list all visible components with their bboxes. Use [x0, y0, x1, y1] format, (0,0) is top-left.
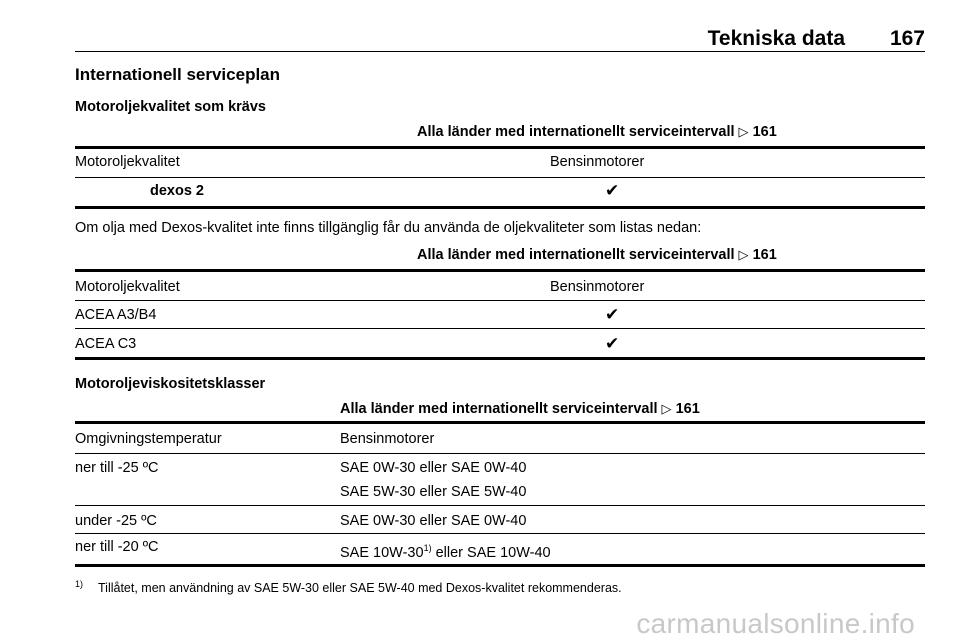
table-cell: ner till -20 ºC [75, 539, 159, 555]
page-title: Tekniska data [707, 27, 845, 50]
table-rule [75, 328, 925, 329]
table-caption: Alla länder med internationellt serviceintervall ▷ 161 [417, 124, 777, 140]
column-header: Bensinmotorer [550, 154, 645, 170]
table-rule [75, 300, 925, 301]
check-icon: ✔ [605, 334, 620, 353]
table-rule [75, 533, 925, 534]
info-paragraph: Om olja med Dexos-kvalitet inte finns tillgänglig får du använda de oljekvaliteter som listas nedan: [75, 220, 702, 236]
table-rule [75, 146, 925, 149]
table-rule [75, 269, 925, 272]
header-rule [75, 51, 925, 52]
watermark: carmanualsonline.info [636, 608, 915, 639]
table-cell: ACEA C3 [75, 336, 137, 352]
check-icon: ✔ [605, 305, 620, 324]
table-cell: ACEA A3/B4 [75, 307, 157, 323]
table-cell: SAE 5W-30 eller SAE 5W-40 [340, 484, 527, 500]
table-rule [75, 206, 925, 209]
table-rule [75, 177, 925, 178]
footnote-text: Tillåtet, men användning av SAE 5W-30 eller SAE 5W-40 med Dexos-kvalitet rekommenderas. [98, 581, 622, 595]
column-header: Motoroljekvalitet [75, 279, 180, 295]
check-icon: ✔ [605, 181, 620, 200]
table-rule [75, 564, 925, 567]
reference-arrow-icon: ▷ [738, 124, 749, 139]
table-caption: Alla länder med internationellt serviceintervall ▷ 161 [340, 401, 700, 417]
table-rule [75, 453, 925, 454]
table-rule [75, 505, 925, 506]
page-reference-link[interactable]: 161 [675, 401, 700, 417]
table-rule [75, 357, 925, 360]
column-header: Bensinmotorer [550, 279, 645, 295]
viscosity-heading: Motoroljeviskositetsklasser [75, 376, 266, 392]
table-cell: dexos 2 [150, 183, 204, 199]
footnote-marker: 1) [423, 543, 432, 553]
reference-arrow-icon: ▷ [661, 401, 672, 416]
page-reference-link[interactable]: 161 [752, 124, 777, 140]
column-header: Motoroljekvalitet [75, 154, 180, 170]
table-cell: SAE 0W-30 eller SAE 0W-40 [340, 460, 527, 476]
footnote-mark: 1) [75, 579, 84, 589]
table-caption: Alla länder med internationellt serviceintervall ▷ 161 [417, 247, 777, 263]
page-reference-link[interactable]: 161 [752, 247, 777, 263]
reference-arrow-icon: ▷ [738, 247, 749, 262]
page-header [75, 27, 925, 53]
quality-heading: Motoroljekvalitet som krävs [75, 99, 266, 115]
page-number: 167 [889, 27, 925, 50]
table-cell: under -25 ºC [75, 513, 157, 529]
section-title: Internationell serviceplan [75, 65, 281, 84]
column-header: Bensinmotorer [340, 431, 435, 447]
table-cell: SAE 0W-30 eller SAE 0W-40 [340, 513, 527, 529]
column-header: Omgivningstemperatur [75, 431, 222, 447]
table-cell: SAE 10W-30$^{1)}$ eller SAE 10W-40 [340, 543, 551, 561]
table-cell: ner till -25 ºC [75, 460, 159, 476]
table-rule [75, 421, 925, 424]
